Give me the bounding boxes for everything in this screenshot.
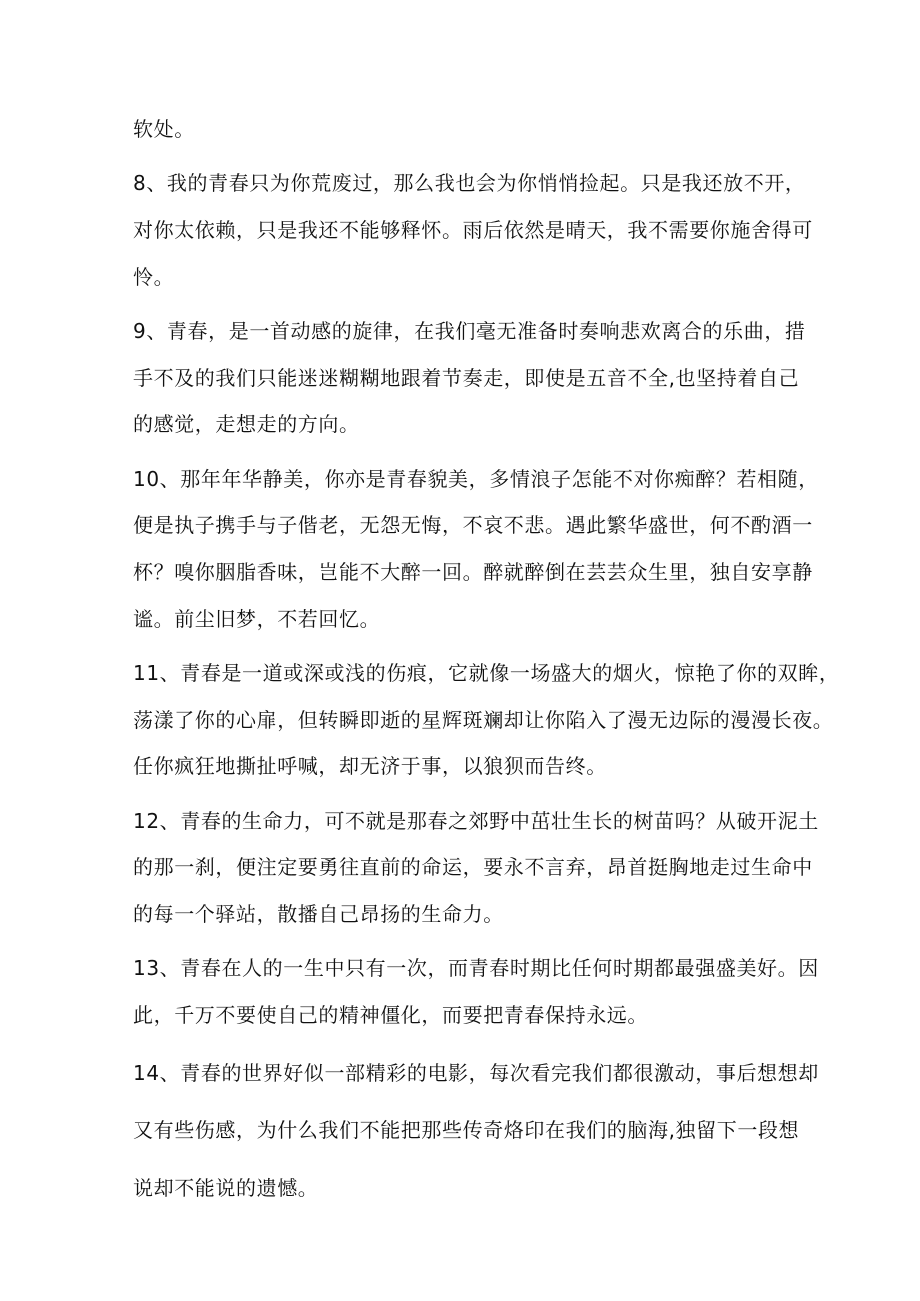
text-line: 的感觉，走想走的方向。 — [133, 412, 360, 436]
text-line: 便是执子携手与子偕老，无怨无悔，不哀不悲。遇此繁华盛世，何不酌酒一 — [133, 513, 813, 537]
text-line: 12、青春的生命力，可不就是那春之郊野中茁壮生长的树苗吗？从破开泥土 — [133, 809, 819, 833]
text-line: 14、青春的世界好似一部精彩的电影，每次看完我们都很激动，事后想想却 — [133, 1061, 819, 1085]
text-line: 10、那年年华静美，你亦是青春貌美，多情浪子怎能不对你痴醉？若相随， — [133, 467, 819, 491]
text-line: 13、青春在人的一生中只有一次，而青春时期比任何时期都最强盛美好。因 — [133, 956, 819, 980]
text-line: 8、我的青春只为你荒废过，那么我也会为你悄悄捡起。只是我还放不开， — [133, 171, 806, 195]
text-line: 11、青春是一道或深或浅的伤痕，它就像一场盛大的烟火，惊艳了你的双眸， — [133, 661, 840, 685]
text-line: 杯？嗅你胭脂香味，岂能不大醉一回。醉就醉倒在芸芸众生里，独自安享静 — [133, 560, 813, 584]
text-line: 说却不能说的遗憾。 — [133, 1176, 319, 1200]
text-line: 任你疯狂地撕扯呼喊，却无济于事，以狼狈而告终。 — [133, 754, 607, 778]
text-line: 又有些伤感，为什么我们不能把那些传奇烙印在我们的脑海,独留下一段想 — [133, 1118, 800, 1142]
text-line: 软处。 — [133, 117, 195, 141]
text-line: 对你太依赖，只是我还不能够释怀。雨后依然是晴天，我不需要你施舍得可 — [133, 218, 813, 242]
text-line: 手不及的我们只能迷迷糊糊地跟着节奏走，即使是五音不全,也坚持着自己 — [133, 366, 800, 390]
text-line: 谧。前尘旧梦，不若回忆。 — [133, 607, 381, 631]
text-line: 荡漾了你的心扉，但转瞬即逝的星辉斑斓却让你陷入了漫无边际的漫漫长夜。 — [133, 708, 834, 732]
text-line: 的每一个驿站，散播自己昂扬的生命力。 — [133, 902, 504, 926]
text-line: 此，千万不要使自己的精神僵化，而要把青春保持永远。 — [133, 1003, 648, 1027]
text-line: 怜。 — [133, 265, 175, 289]
text-line: 9、青春，是一首动感的旋律，在我们毫无准备时奏响悲欢离合的乐曲，措 — [133, 319, 806, 343]
text-line: 的那一刹，便注定要勇往直前的命运，要永不言弃，昂首挺胸地走过生命中 — [133, 855, 813, 879]
